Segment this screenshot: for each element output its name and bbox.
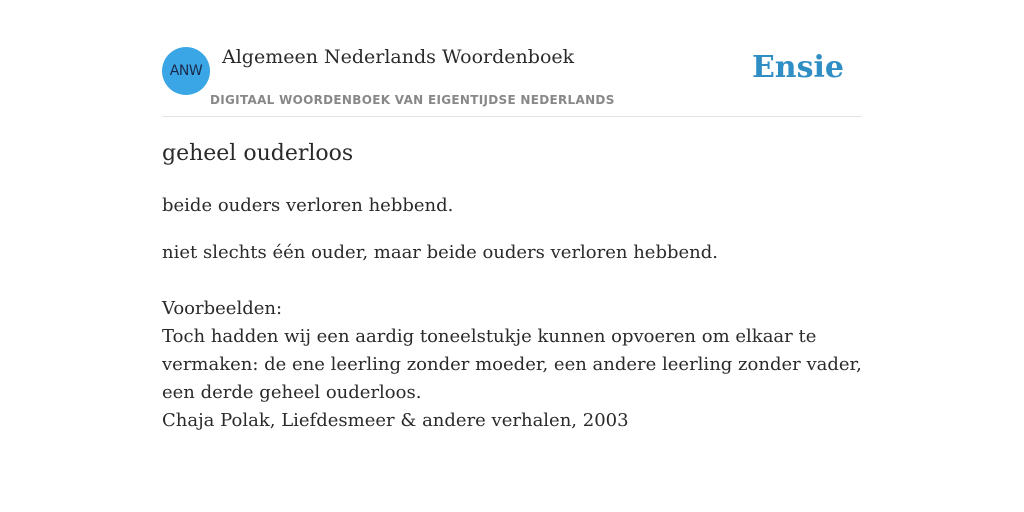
definition-1: beide ouders verloren hebbend.	[162, 195, 454, 216]
site-subtitle: DIGITAAL WOORDENBOEK VAN EIGENTIJDSE NEDERLANDS	[210, 93, 615, 107]
site-title[interactable]: Algemeen Nederlands Woordenboek	[222, 46, 575, 68]
anw-logo-text: ANW	[169, 63, 203, 79]
site-header	[162, 40, 862, 117]
ensie-brand-link[interactable]: Ensie	[751, 50, 844, 85]
entry-headword: geheel ouderloos	[162, 141, 354, 166]
example-source: Chaja Polak, Liefdesmeer & andere verhalen, 2003	[162, 410, 629, 431]
examples-block	[162, 295, 862, 435]
definition-2: niet slechts één ouder, maar beide ouders verloren hebbend.	[162, 242, 718, 263]
example-text: Toch hadden wij een aardig toneelstukje kunnen opvoeren om elkaar te vermaken: de ene leerling zonder moeder, een andere leerling zonder vader, een derde geheel ouderloos.	[162, 326, 862, 403]
anw-logo[interactable]	[162, 47, 210, 95]
entry-content	[162, 136, 862, 435]
examples-label: Voorbeelden:	[162, 298, 283, 319]
